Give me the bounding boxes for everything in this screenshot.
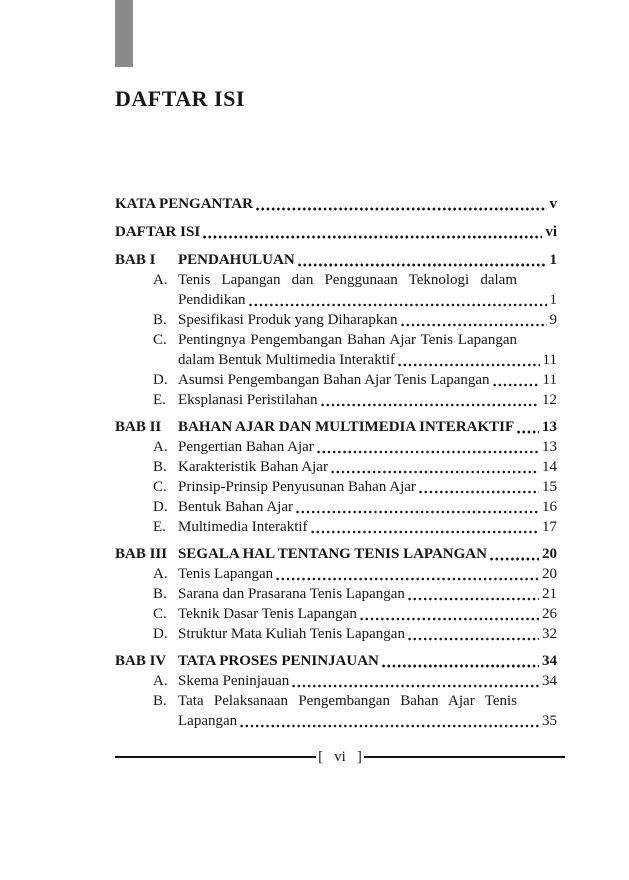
toc-section-letter: C. [153,606,167,622]
toc-section-letter: D. [153,499,168,515]
dot-leader [202,222,542,242]
toc-chapter-bab-1 [115,250,557,270]
toc-section-page: 35 [542,713,557,729]
toc-section-title-line1: Tenis Lapangan dan Penggunaan Teknologi dalam [178,272,517,288]
toc-chapter-bab-2 [115,417,557,437]
toc-section [153,477,557,497]
toc-section-letter: D. [153,372,168,388]
toc-section-page: 13 [542,439,557,455]
toc-section-title-row [178,310,557,330]
footer-rule-left [115,756,316,758]
toc-section-title-line1: Tata Pelaksanaan Pengembangan Bahan Ajar Tenis [178,693,517,709]
toc-section-title: Asumsi Pengembangan Bahan Ajar Tenis Lapangan [178,372,490,388]
dot-leader [310,517,539,537]
toc-section-page: 11 [542,372,557,388]
footer-close-bracket: ] [356,749,362,765]
page-corner-bar [115,0,133,67]
toc-section-title-row [178,390,557,410]
dot-leader [248,290,547,310]
dot-leader [397,350,540,370]
toc-entry-page: v [549,196,557,212]
toc-section [153,370,557,390]
toc-section [153,584,557,604]
toc-chapter-title-row [178,417,557,437]
dot-leader [489,544,539,564]
toc-chapter-number: BAB III [115,546,168,562]
toc-section [153,457,557,477]
dot-leader [492,370,540,390]
toc-entry-label: DAFTAR ISI [115,224,201,240]
dot-leader [320,390,539,410]
toc-chapter-title: PENDAHULUAN [178,252,295,268]
toc-chapter-title: SEGALA HAL TENTANG TENIS LAPANGAN [178,546,487,562]
toc-section-title: Eksplanasi Peristilahan [178,392,318,408]
toc-section [153,671,557,691]
toc-section-body [178,691,557,731]
toc-section-page: 9 [549,312,557,328]
footer-open-bracket: [ [318,749,324,765]
toc-section-title-row [178,584,557,604]
toc-chapter-page: 13 [542,419,557,435]
table-of-contents [115,194,557,731]
toc-chapter-title: BAHAN AJAR DAN MULTIMEDIA INTERAKTIF [178,419,515,435]
toc-section [153,330,557,370]
toc-entry-page: vi [545,224,557,240]
toc-chapter-number: BAB I [115,252,156,268]
toc-section-title: Tenis Lapangan [178,566,274,582]
toc-section-letter: D. [153,626,168,642]
toc-section-letter: A. [153,272,168,288]
dot-leader [400,310,547,330]
toc-section [153,517,557,537]
toc-section-title-row [178,711,557,731]
toc-section [153,691,557,731]
toc-section-page: 17 [542,519,557,535]
toc-section-title-row [178,517,557,537]
toc-section-title: Skema Peninjauan [178,673,290,689]
toc-section-title: Prinsip-Prinsip Penyusunan Bahan Ajar [178,479,416,495]
toc-section-title-row [178,497,557,517]
toc-section-page: 26 [542,606,557,622]
toc-section [153,624,557,644]
toc-section-letter: C. [153,479,167,495]
toc-chapter-title-row [178,544,557,564]
toc-section-title-row [178,350,557,370]
toc-section [153,604,557,624]
toc-section-letter: A. [153,439,168,455]
dot-leader [295,497,539,517]
toc-section-page: 20 [542,566,557,582]
toc-section-letter: B. [153,312,167,328]
toc-section-title: Spesifikasi Produk yang Diharapkan [178,312,398,328]
toc-entry-kata-pengantar [115,194,557,214]
toc-section-title: Karakteristik Bahan Ajar [178,459,328,475]
toc-section-letter: B. [153,459,167,475]
toc-section [153,564,557,584]
toc-chapter-bab-4 [115,651,557,671]
footer-page-number: vi [334,749,346,765]
toc-section-page: 1 [549,292,557,308]
toc-section [153,270,557,310]
toc-section-title-line2: Pendidikan [178,292,246,308]
dot-leader [407,624,539,644]
toc-chapter-title-row [178,651,557,671]
toc-section-page: 34 [542,673,557,689]
toc-section-title-row [178,370,557,390]
dot-leader [418,477,539,497]
toc-section-page: 21 [542,586,557,602]
toc-chapter-page: 20 [542,546,557,562]
footer-rule-right [364,756,565,758]
toc-section-page: 12 [542,392,557,408]
toc-section [153,437,557,457]
toc-section-body [178,270,557,310]
toc-section-title: Bentuk Bahan Ajar [178,499,293,515]
dot-leader [239,711,539,731]
dot-leader [255,194,547,214]
toc-section-title-row [178,624,557,644]
toc-section-title-row [178,457,557,477]
dot-leader [275,564,539,584]
dot-leader [330,457,539,477]
toc-section-title-line2: dalam Bentuk Multimedia Interaktif [178,352,396,368]
page-footer [115,747,565,767]
toc-section-title-line1: Pentingnya Pengembangan Bahan Ajar Tenis Lapangan [178,332,517,348]
toc-section-page: 11 [542,352,557,368]
toc-section [153,497,557,517]
toc-section-page: 16 [542,499,557,515]
dot-leader [407,584,539,604]
toc-section-title: Multimedia Interaktif [178,519,308,535]
toc-section-title-row [178,671,557,691]
toc-section-title: Pengertian Bahan Ajar [178,439,314,455]
toc-section-letter: A. [153,673,168,689]
toc-section [153,390,557,410]
toc-chapter-number: BAB IV [115,653,167,669]
toc-section-body [178,330,557,370]
toc-section-page: 32 [542,626,557,642]
dot-leader [359,604,539,624]
toc-section-letter: A. [153,566,168,582]
toc-section-page: 15 [542,479,557,495]
dot-leader [516,417,539,437]
toc-section-title-row [178,477,557,497]
toc-section-title: Struktur Mata Kuliah Tenis Lapangan [178,626,405,642]
toc-section-title: Teknik Dasar Tenis Lapangan [178,606,357,622]
dot-leader [381,651,539,671]
dot-leader [291,671,539,691]
dot-leader [297,250,547,270]
dot-leader [316,437,539,457]
toc-chapter-page: 34 [542,653,557,669]
toc-section-page: 14 [542,459,557,475]
toc-section-title-row [178,604,557,624]
toc-section-letter: B. [153,693,167,709]
toc-chapter-bab-3 [115,544,557,564]
toc-section [153,310,557,330]
toc-section-title-line2: Lapangan [178,713,238,729]
toc-section-letter: E. [153,392,166,408]
toc-section-letter: E. [153,519,166,535]
toc-chapter-title-row [178,250,557,270]
toc-section-letter: B. [153,586,167,602]
toc-chapter-title: TATA PROSES PENINJAUAN [178,653,379,669]
toc-section-title-row [178,564,557,584]
toc-entry-label: KATA PENGANTAR [115,196,253,212]
toc-section-title: Sarana dan Prasarana Tenis Lapangan [178,586,405,602]
toc-chapter-page: 1 [549,252,557,268]
toc-section-title-row [178,437,557,457]
page-title: DAFTAR ISI [115,86,245,111]
toc-entry-daftar-isi [115,222,557,242]
toc-section-title-row [178,290,557,310]
toc-chapter-number: BAB II [115,419,162,435]
toc-section-letter: C. [153,332,167,348]
